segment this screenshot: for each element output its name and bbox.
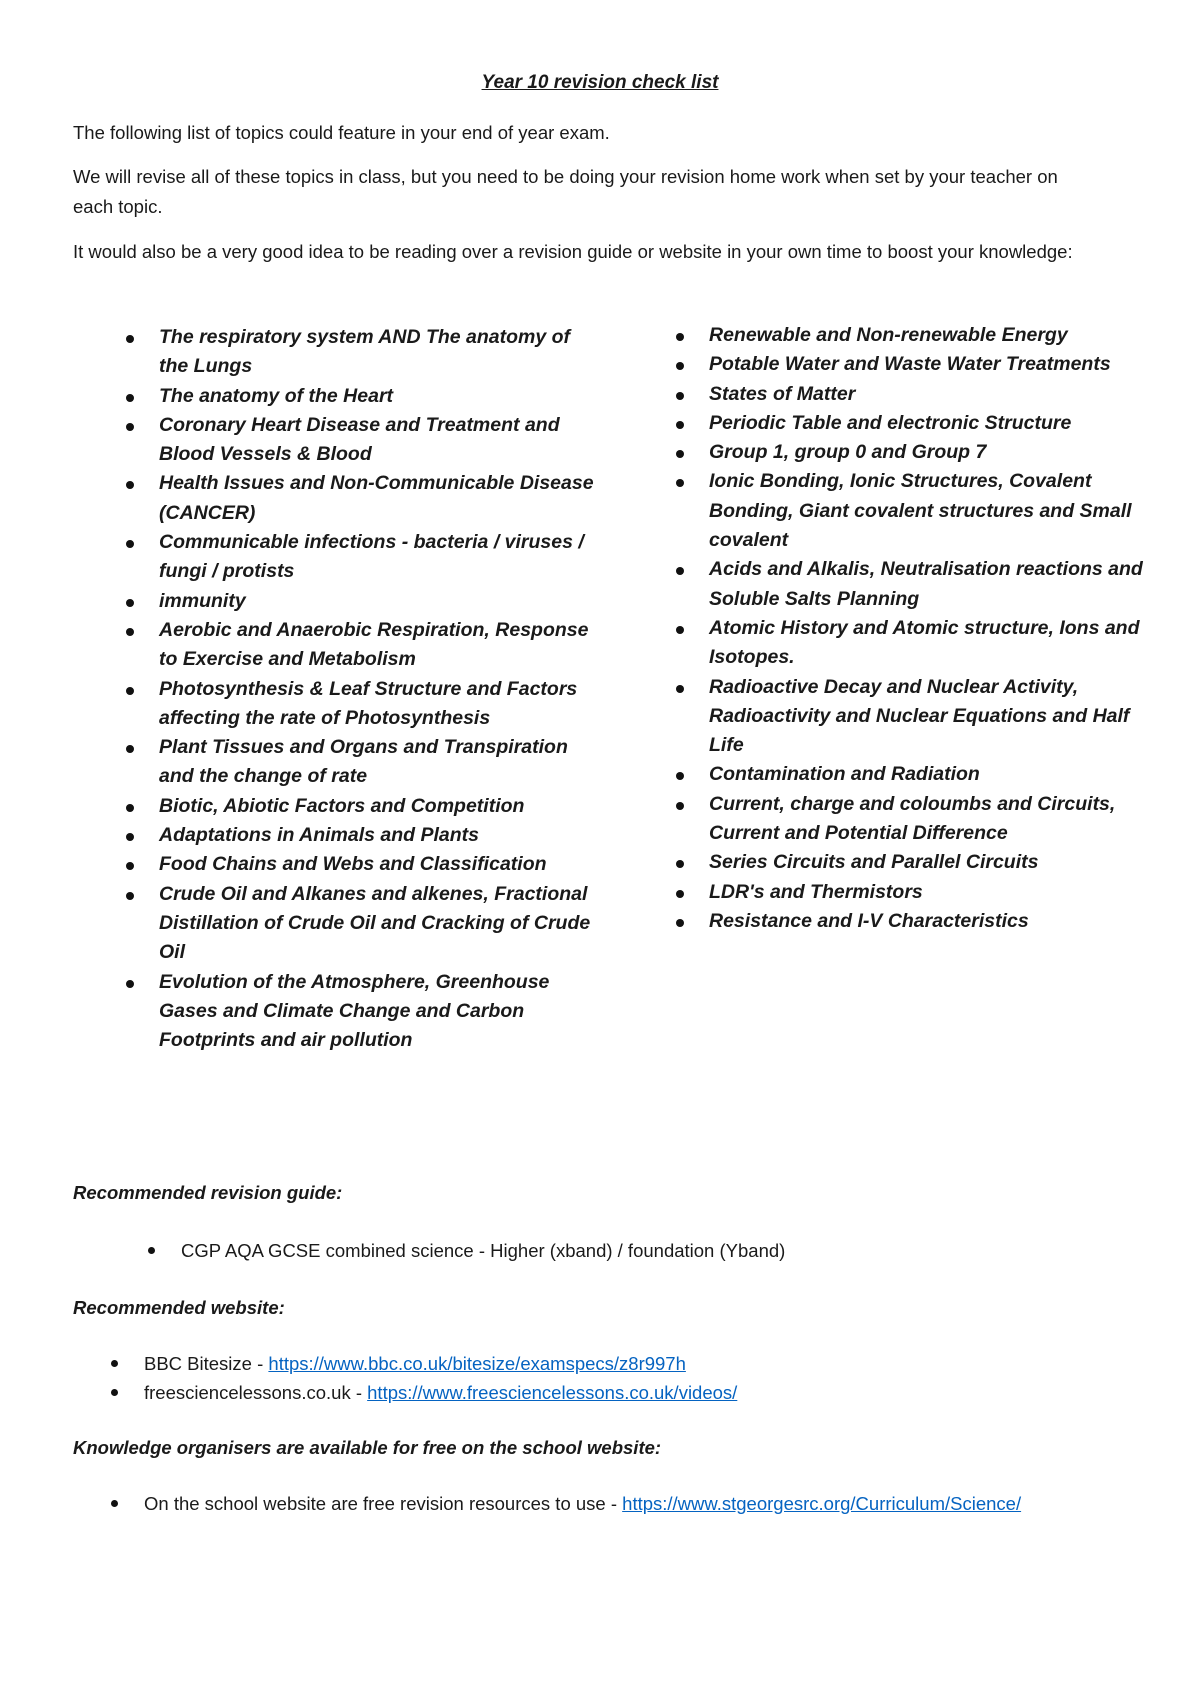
- list-item: The respiratory system AND The anatomy of the Lungs: [123, 323, 598, 382]
- list-item: Plant Tissues and Organs and Transpiration and the change of rate: [123, 733, 598, 792]
- list-item: Crude Oil and Alkanes and alkenes, Fractional Distillation of Crude Oil and Cracking of Crude Oil: [123, 880, 598, 968]
- website-label: freesciencelessons.co.uk -: [144, 1382, 368, 1403]
- list-item: [108, 1378, 737, 1407]
- intro-paragraph-1: The following list of topics could feature in your end of year exam.: [73, 122, 610, 143]
- list-item: [108, 1349, 737, 1378]
- revision-guide-list: [145, 1236, 785, 1265]
- intro-paragraph-3: It would also be a very good idea to be reading over a revision guide or website in your own time to boost your knowledge:: [73, 241, 1073, 262]
- list-item: immunity: [123, 587, 598, 616]
- website-label: BBC Bitesize -: [144, 1353, 269, 1374]
- list-item: Periodic Table and electronic Structure: [673, 409, 1148, 438]
- revision-guide-heading: Recommended revision guide:: [73, 1182, 343, 1203]
- list-item: CGP AQA GCSE combined science - Higher (xband) / foundation (Yband): [145, 1236, 785, 1265]
- list-item: Resistance and I-V Characteristics: [673, 907, 1148, 936]
- list-item: Radioactive Decay and Nuclear Activity, Radioactivity and Nuclear Equations and Half Life: [673, 673, 1148, 761]
- knowledge-organisers-list: [108, 1489, 1021, 1518]
- freesciencelessons-link[interactable]: https://www.freesciencelessons.co.uk/videos/: [367, 1382, 738, 1403]
- website-heading: Recommended website:: [73, 1297, 285, 1318]
- list-item: [108, 1489, 1021, 1518]
- organisers-label: On the school website are free revision resources to use -: [144, 1493, 623, 1514]
- list-item: Coronary Heart Disease and Treatment and Blood Vessels & Blood: [123, 411, 598, 470]
- list-item: Aerobic and Anaerobic Respiration, Response to Exercise and Metabolism: [123, 616, 598, 675]
- list-item: Renewable and Non-renewable Energy: [673, 321, 1148, 350]
- list-item: States of Matter: [673, 380, 1148, 409]
- list-item: Series Circuits and Parallel Circuits: [673, 848, 1148, 877]
- website-list: [108, 1349, 737, 1407]
- bbc-bitesize-link[interactable]: https://www.bbc.co.uk/bitesize/examspecs/z8r997h: [268, 1353, 686, 1374]
- list-item: Adaptations in Animals and Plants: [123, 821, 598, 850]
- list-item: Communicable infections - bacteria / viruses / fungi / protists: [123, 528, 598, 587]
- topic-list-right: [673, 321, 1148, 936]
- list-item: Group 1, group 0 and Group 7: [673, 438, 1148, 467]
- school-website-link[interactable]: https://www.stgeorgesrc.org/Curriculum/Science/: [622, 1493, 1022, 1514]
- list-item: The anatomy of the Heart: [123, 382, 598, 411]
- list-item: Evolution of the Atmosphere, Greenhouse Gases and Climate Change and Carbon Footprints and air pollution: [123, 968, 598, 1056]
- list-item: Atomic History and Atomic structure, Ions and Isotopes.: [673, 614, 1148, 673]
- intro-paragraph-2: We will revise all of these topics in class, but you need to be doing your revision home work when set by your teacher on each topic.: [73, 166, 1058, 217]
- list-item: Contamination and Radiation: [673, 760, 1148, 789]
- list-item: Health Issues and Non-Communicable Disease (CANCER): [123, 469, 598, 528]
- list-item: Current, charge and coloumbs and Circuits, Current and Potential Difference: [673, 790, 1148, 849]
- topic-list-left: [123, 323, 598, 1055]
- document-title: Year 10 revision check list: [481, 72, 719, 93]
- list-item: Food Chains and Webs and Classification: [123, 850, 598, 879]
- list-item: Photosynthesis & Leaf Structure and Factors affecting the rate of Photosynthesis: [123, 675, 598, 734]
- list-item: Ionic Bonding, Ionic Structures, Covalent Bonding, Giant covalent structures and Small covalent: [673, 467, 1148, 555]
- list-item: LDR's and Thermistors: [673, 878, 1148, 907]
- list-item: Acids and Alkalis, Neutralisation reactions and Soluble Salts Planning: [673, 555, 1148, 614]
- list-item: Biotic, Abiotic Factors and Competition: [123, 792, 598, 821]
- list-item: Potable Water and Waste Water Treatments: [673, 350, 1148, 379]
- knowledge-organisers-heading: Knowledge organisers are available for free on the school website:: [73, 1437, 662, 1458]
